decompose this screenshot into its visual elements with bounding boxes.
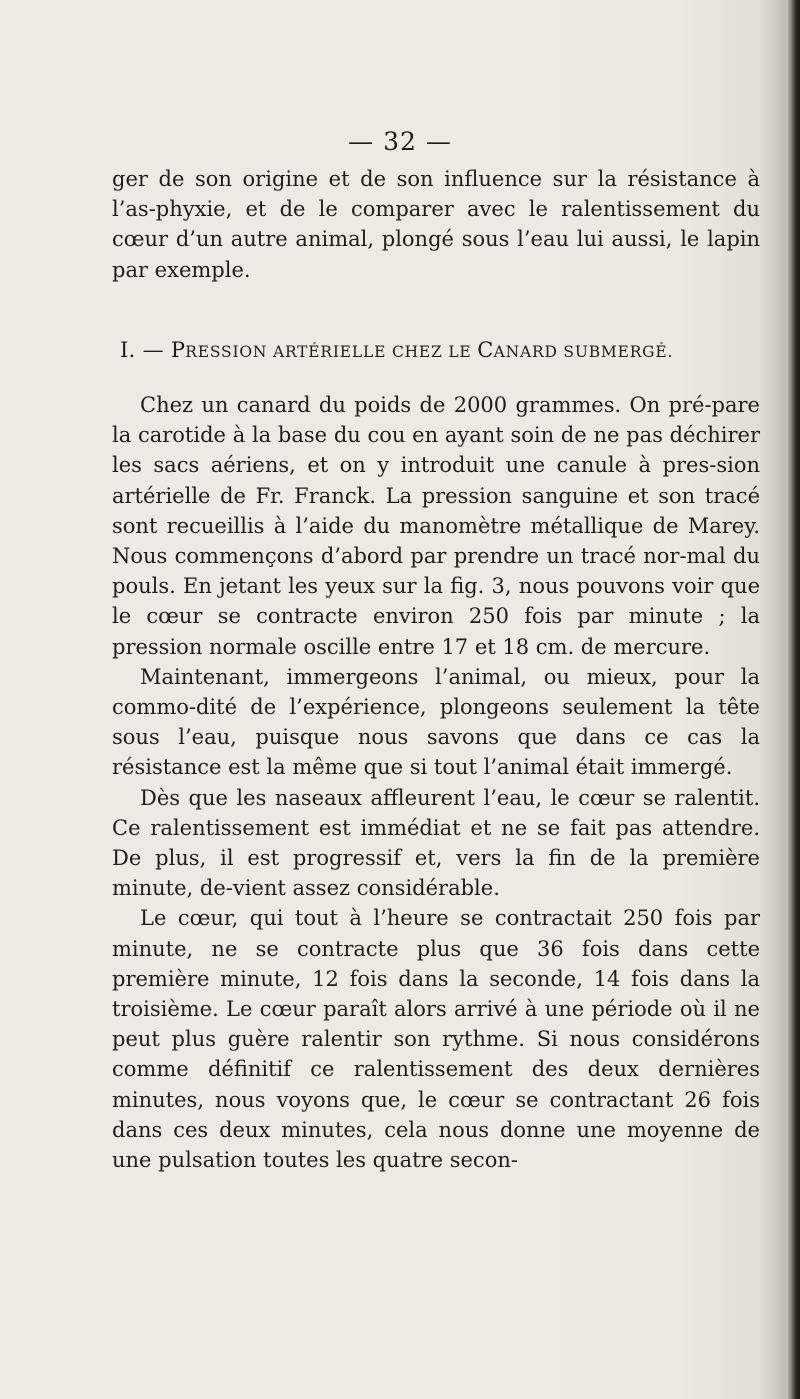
- section-dash: —: [142, 338, 164, 362]
- heading-smallcaps: ANARD SUBMERGÉ.: [493, 343, 674, 361]
- intro-paragraph: ger de son origine et de son influence sur la résistance à l’as-phyxie, et de le comparer avec le ralentissement du cœur d’un autre animal, plongé sous l’eau lui aussi, le lapin par exemple.: [112, 167, 760, 282]
- paragraph: Le cœur, qui tout à l’heure se contractait 250 fois par minute, ne se contracte plus que 36 fois dans cette première minute, 12 fois dans la seconde, 14 fois dans la troisième. Le cœur paraît alors arrivé à une période où il ne peut plus guère ralentir son rythme. Si nous considérons comme définitif ce ralentissement des deux dernières minutes, nous voyons que, le cœur se contractant 26 fois dans ces deux minutes, cela nous donne une moyenne de une pulsation toutes les quatre secon-: [112, 906, 760, 1173]
- paragraph: Maintenant, immergeons l’animal, ou mieux, pour la commo-dité de l’expérience, plongeons seulement la tête sous l’eau, puisque nous savons que dans ce cas la résistance est la même que si tout l’animal était immergé.: [112, 664, 760, 780]
- body-text: [112, 390, 760, 1175]
- binding-shadow: [760, 0, 786, 1399]
- heading-smallcaps: RESSION ARTÉRIELLE CHEZ LE: [185, 343, 478, 361]
- book-binding-edge: [786, 0, 800, 1399]
- heading-initial: C: [477, 338, 494, 362]
- page-number: — 32 —: [348, 127, 452, 156]
- paragraph: Chez un canard du poids de 2000 grammes. On pré-pare la carotide à la base du cou en ayant soin de ne pas déchirer les sacs aériens, et on y introduit une canule à pres-sion artérielle de Fr. Franck. La pression sanguine et son tracé sont recueillis à l’aide du manomètre métallique de Marey. Nous commençons d’abord par prendre un tracé nor-mal du pouls. En jetant les yeux sur la fig. 3, nous pouvons voir que le cœur se contracte environ 250 fois par minute ; la pression normale oscille entre 17 et 18 cm. de mercure.: [112, 393, 760, 659]
- section-number: I.: [120, 338, 136, 362]
- section-heading: [120, 335, 760, 367]
- heading-initial: P: [170, 338, 186, 362]
- paragraph: Dès que les naseaux affleurent l’eau, le cœur se ralentit. Ce ralentissement est immédiat et ne se fait pas attendre. De plus, il est progressif et, vers la fin de la première minute, de-vient assez considérable.: [112, 785, 760, 901]
